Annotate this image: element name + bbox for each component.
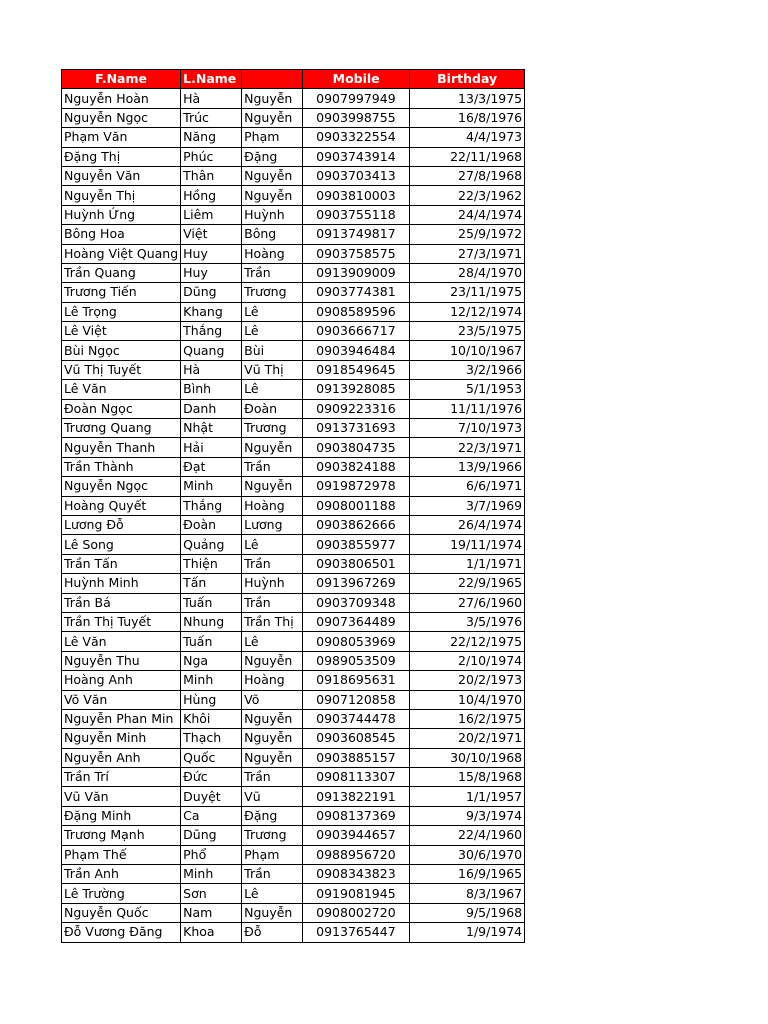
birthday-cell[interactable]: 22/11/1968 [410,147,525,166]
fname-cell[interactable]: Trần Thành [62,457,181,476]
lname-cell[interactable]: Khôi [181,709,242,728]
fname-cell[interactable]: Lê Việt [62,322,181,341]
fname-cell[interactable]: Nguyễn Hoàn [62,89,181,108]
mobile-cell[interactable]: 0918549645 [303,360,410,379]
birthday-cell[interactable]: 9/3/1974 [410,806,525,825]
fname-cell[interactable]: Vũ Thị Tuyết [62,360,181,379]
birthday-cell[interactable]: 12/12/1974 [410,302,525,321]
surname-cell[interactable]: Bùi [242,341,303,360]
fname-cell[interactable]: Đặng Thị [62,147,181,166]
lname-cell[interactable]: Nhật [181,419,242,438]
surname-cell[interactable]: Trương [242,419,303,438]
table-row [62,748,525,767]
surname-cell[interactable]: Lê [242,884,303,903]
birthday-cell[interactable]: 25/9/1972 [410,225,525,244]
table-row [62,360,525,379]
birthday-cell[interactable]: 19/11/1974 [410,535,525,554]
surname-cell[interactable]: Nguyễn [242,108,303,127]
birthday-cell[interactable]: 8/3/1967 [410,884,525,903]
birthday-cell[interactable]: 10/4/1970 [410,690,525,709]
header-row [62,70,525,89]
lname-cell[interactable]: Quang [181,341,242,360]
table-row [62,593,525,612]
surname-cell[interactable]: Lê [242,632,303,651]
lname-cell[interactable]: Quốc [181,748,242,767]
mobile-cell[interactable]: 0903322554 [303,128,410,147]
birthday-cell[interactable]: 27/6/1960 [410,593,525,612]
mobile-cell[interactable]: 0908002720 [303,903,410,922]
lname-cell[interactable]: Tấn [181,574,242,593]
lname-cell[interactable]: Minh [181,477,242,496]
birthday-cell[interactable]: 2/10/1974 [410,651,525,670]
lname-cell[interactable]: Hải [181,438,242,457]
surname-cell[interactable]: Nguyễn [242,89,303,108]
mobile-cell[interactable]: 0903709348 [303,593,410,612]
lname-cell[interactable]: Sơn [181,884,242,903]
surname-cell[interactable]: Nguyễn [242,903,303,922]
surname-cell[interactable]: Lê [242,322,303,341]
lname-cell[interactable]: Trúc [181,108,242,127]
mobile-cell[interactable]: 0903946484 [303,341,410,360]
mobile-cell[interactable]: 0903608545 [303,729,410,748]
fname-cell[interactable]: Lê Song [62,535,181,554]
birthday-cell[interactable]: 5/1/1953 [410,380,525,399]
birthday-cell[interactable]: 27/8/1968 [410,166,525,185]
surname-cell[interactable]: Trần Thị [242,612,303,631]
mobile-cell[interactable]: 0913928085 [303,380,410,399]
fname-cell[interactable]: Trần Tấn [62,554,181,573]
birthday-cell[interactable]: 1/1/1957 [410,787,525,806]
surname-cell[interactable]: Nguyễn [242,748,303,767]
mobile-cell[interactable]: 0903806501 [303,554,410,573]
mobile-cell[interactable]: 0903758575 [303,244,410,263]
mobile-cell[interactable]: 0903755118 [303,205,410,224]
lname-cell[interactable]: Liêm [181,205,242,224]
fname-cell[interactable]: Hoàng Việt Quang [62,244,181,263]
lname-cell[interactable]: Thiện [181,554,242,573]
birthday-cell[interactable]: 28/4/1970 [410,263,525,282]
lname-cell[interactable]: Khoa [181,923,242,942]
table-row [62,419,525,438]
birthday-cell[interactable]: 3/5/1976 [410,612,525,631]
mobile-cell[interactable]: 0908343823 [303,865,410,884]
lname-cell[interactable]: Huy [181,244,242,263]
birthday-cell[interactable]: 16/8/1976 [410,108,525,127]
surname-cell[interactable]: Nguyễn [242,186,303,205]
fname-cell[interactable]: Trần Thị Tuyết [62,612,181,631]
mobile-cell[interactable]: 0903744478 [303,709,410,728]
table-row [62,302,525,321]
lname-cell[interactable]: Tuấn [181,632,242,651]
table-row [62,574,525,593]
birthday-cell[interactable]: 16/9/1965 [410,865,525,884]
lname-cell[interactable]: Hà [181,89,242,108]
fname-cell[interactable]: Nguyễn Minh [62,729,181,748]
surname-cell[interactable]: Nguyễn [242,166,303,185]
lname-cell[interactable]: Hồng [181,186,242,205]
fname-cell[interactable]: Đoàn Ngọc [62,399,181,418]
fname-cell[interactable]: Nguyễn Phan Min [62,709,181,728]
birthday-cell[interactable]: 13/3/1975 [410,89,525,108]
birthday-cell[interactable]: 23/11/1975 [410,283,525,302]
surname-cell[interactable]: Đặng [242,147,303,166]
lname-cell[interactable]: Phổ [181,845,242,864]
mobile-cell[interactable]: 0908053969 [303,632,410,651]
table-row [62,729,525,748]
mobile-cell[interactable]: 0908137369 [303,806,410,825]
birthday-cell[interactable]: 30/6/1970 [410,845,525,864]
fname-cell[interactable]: Lê Văn [62,632,181,651]
surname-cell[interactable]: Đoàn [242,399,303,418]
surname-cell[interactable]: Hoàng [242,244,303,263]
surname-cell[interactable]: Nguyễn [242,651,303,670]
mobile-cell[interactable]: 0907120858 [303,690,410,709]
table-row [62,128,525,147]
birthday-cell[interactable]: 20/2/1971 [410,729,525,748]
mobile-cell[interactable]: 0903824188 [303,457,410,476]
table-row [62,438,525,457]
table-row [62,884,525,903]
lname-cell[interactable]: Duyệt [181,787,242,806]
lname-cell[interactable]: Thắng [181,322,242,341]
fname-cell[interactable]: Nguyễn Văn [62,166,181,185]
surname-cell[interactable]: Nguyễn [242,729,303,748]
lname-cell[interactable]: Thắng [181,496,242,515]
mobile-cell[interactable]: 0908113307 [303,768,410,787]
surname-cell[interactable]: Trần [242,457,303,476]
surname-cell[interactable]: Trương [242,826,303,845]
birthday-cell[interactable]: 30/10/1968 [410,748,525,767]
birthday-cell[interactable]: 23/5/1975 [410,322,525,341]
lname-cell[interactable]: Thạch [181,729,242,748]
fname-cell[interactable]: Nguyễn Thanh [62,438,181,457]
table-row [62,225,525,244]
lname-cell[interactable]: Việt [181,225,242,244]
table-row [62,768,525,787]
birthday-cell[interactable]: 26/4/1974 [410,515,525,534]
birthday-cell[interactable]: 22/12/1975 [410,632,525,651]
surname-cell[interactable]: Lê [242,380,303,399]
table-row [62,709,525,728]
mobile-cell[interactable]: 0909223316 [303,399,410,418]
mobile-cell[interactable]: 0918695631 [303,671,410,690]
table-row [62,322,525,341]
table-body [62,89,525,942]
fname-cell[interactable]: Nguyễn Quốc [62,903,181,922]
table-row [62,554,525,573]
birthday-cell[interactable]: 11/11/1976 [410,399,525,418]
table-row [62,186,525,205]
fname-cell[interactable]: Lương Đỗ [62,515,181,534]
spreadsheet [61,69,525,943]
lname-cell[interactable]: Dũng [181,826,242,845]
fname-cell[interactable]: Phạm Văn [62,128,181,147]
table-row [62,651,525,670]
table-row [62,496,525,515]
fname-cell[interactable]: Nguyễn Ngọc [62,477,181,496]
mobile-cell[interactable]: 0907997949 [303,89,410,108]
lname-cell[interactable]: Đoàn [181,515,242,534]
fname-cell[interactable]: Huỳnh Minh [62,574,181,593]
table-row [62,205,525,224]
lname-cell[interactable]: Minh [181,865,242,884]
table-row [62,244,525,263]
mobile-cell[interactable]: 0913765447 [303,923,410,942]
mobile-cell[interactable]: 0913731693 [303,419,410,438]
lname-cell[interactable]: Thân [181,166,242,185]
header-mobile[interactable]: Mobile [303,70,410,89]
table-row [62,89,525,108]
mobile-cell[interactable]: 0989053509 [303,651,410,670]
mobile-cell[interactable]: 0919872978 [303,477,410,496]
surname-cell[interactable]: Huỳnh [242,205,303,224]
header-birthday[interactable]: Birthday [410,70,525,89]
fname-cell[interactable]: Võ Văn [62,690,181,709]
surname-cell[interactable]: Trần [242,593,303,612]
lname-cell[interactable]: Danh [181,399,242,418]
fname-cell[interactable]: Lê Văn [62,380,181,399]
lname-cell[interactable]: Đức [181,768,242,787]
birthday-cell[interactable]: 22/3/1962 [410,186,525,205]
surname-cell[interactable]: Lê [242,302,303,321]
mobile-cell[interactable]: 0913749817 [303,225,410,244]
table-row [62,399,525,418]
lname-cell[interactable]: Hùng [181,690,242,709]
lname-cell[interactable]: Hà [181,360,242,379]
table-row [62,612,525,631]
surname-cell[interactable]: Trần [242,768,303,787]
birthday-cell[interactable]: 22/3/1971 [410,438,525,457]
fname-cell[interactable]: Vũ Văn [62,787,181,806]
mobile-cell[interactable]: 0907364489 [303,612,410,631]
table-row [62,380,525,399]
fname-cell[interactable]: Nguyễn Thu [62,651,181,670]
table-row [62,108,525,127]
surname-cell[interactable]: Đặng [242,806,303,825]
fname-cell[interactable]: Đặng Minh [62,806,181,825]
mobile-cell[interactable]: 0908001188 [303,496,410,515]
surname-cell[interactable]: Nguyễn [242,438,303,457]
surname-cell[interactable]: Hoàng [242,496,303,515]
table-row [62,787,525,806]
mobile-cell[interactable]: 0903804735 [303,438,410,457]
table-row [62,690,525,709]
surname-cell[interactable]: Nguyễn [242,709,303,728]
surname-cell[interactable]: Trần [242,263,303,282]
table-row [62,263,525,282]
surname-cell[interactable]: Huỳnh [242,574,303,593]
contacts-table [61,69,525,943]
lname-cell[interactable]: Huy [181,263,242,282]
mobile-cell[interactable]: 0903885157 [303,748,410,767]
surname-cell[interactable]: Trần [242,865,303,884]
fname-cell[interactable]: Nguyễn Thị [62,186,181,205]
surname-cell[interactable]: Lê [242,535,303,554]
lname-cell[interactable]: Minh [181,671,242,690]
table-row [62,515,525,534]
mobile-cell[interactable]: 0903862666 [303,515,410,534]
table-row [62,147,525,166]
surname-cell[interactable]: Phạm [242,845,303,864]
table-row [62,341,525,360]
lname-cell[interactable]: Quảng [181,535,242,554]
surname-cell[interactable]: Bông [242,225,303,244]
birthday-cell[interactable]: 22/9/1965 [410,574,525,593]
surname-cell[interactable]: Võ [242,690,303,709]
fname-cell[interactable]: Lê Trọng [62,302,181,321]
fname-cell[interactable]: Phạm Thế [62,845,181,864]
header-fname[interactable]: F.Name [62,70,181,89]
mobile-cell[interactable]: 0908589596 [303,302,410,321]
fname-cell[interactable]: Trần Trí [62,768,181,787]
birthday-cell[interactable]: 1/1/1971 [410,554,525,573]
table-row [62,826,525,845]
fname-cell[interactable]: Bông Hoa [62,225,181,244]
mobile-cell[interactable]: 0903944657 [303,826,410,845]
table-row [62,632,525,651]
fname-cell[interactable]: Trương Mạnh [62,826,181,845]
surname-cell[interactable]: Phạm [242,128,303,147]
fname-cell[interactable]: Trương Quang [62,419,181,438]
mobile-cell[interactable]: 0903743914 [303,147,410,166]
mobile-cell[interactable]: 0988956720 [303,845,410,864]
fname-cell[interactable]: Hoàng Quyết [62,496,181,515]
table-row [62,903,525,922]
table-row [62,166,525,185]
birthday-cell[interactable]: 3/7/1969 [410,496,525,515]
birthday-cell[interactable]: 20/2/1973 [410,671,525,690]
table-row [62,477,525,496]
mobile-cell[interactable]: 0913967269 [303,574,410,593]
fname-cell[interactable]: Hoàng Anh [62,671,181,690]
lname-cell[interactable]: Nam [181,903,242,922]
fname-cell[interactable]: Trần Anh [62,865,181,884]
lname-cell[interactable]: Nhung [181,612,242,631]
surname-cell[interactable]: Hoàng [242,671,303,690]
fname-cell[interactable]: Nguyễn Ngọc [62,108,181,127]
mobile-cell[interactable]: 0903703413 [303,166,410,185]
surname-cell[interactable]: Vũ Thị [242,360,303,379]
surname-cell[interactable]: Đỗ [242,923,303,942]
lname-cell[interactable]: Dũng [181,283,242,302]
birthday-cell[interactable]: 15/8/1968 [410,768,525,787]
fname-cell[interactable]: Trương Tiến [62,283,181,302]
fname-cell[interactable]: Bùi Ngọc [62,341,181,360]
lname-cell[interactable]: Tuấn [181,593,242,612]
fname-cell[interactable]: Trần Quang [62,263,181,282]
lname-cell[interactable]: Bình [181,380,242,399]
lname-cell[interactable]: Phúc [181,147,242,166]
mobile-cell[interactable]: 0903666717 [303,322,410,341]
mobile-cell[interactable]: 0903855977 [303,535,410,554]
birthday-cell[interactable]: 22/4/1960 [410,826,525,845]
fname-cell[interactable]: Huỳnh Ứng [62,205,181,224]
surname-cell[interactable]: Lương [242,515,303,534]
birthday-cell[interactable]: 16/2/1975 [410,709,525,728]
table-row [62,535,525,554]
birthday-cell[interactable]: 10/10/1967 [410,341,525,360]
birthday-cell[interactable]: 4/4/1973 [410,128,525,147]
header-lname[interactable]: L.Name [181,70,242,89]
fname-cell[interactable]: Lê Trường [62,884,181,903]
lname-cell[interactable]: Nga [181,651,242,670]
lname-cell[interactable]: Khang [181,302,242,321]
mobile-cell[interactable]: 0919081945 [303,884,410,903]
table-row [62,923,525,942]
lname-cell[interactable]: Năng [181,128,242,147]
birthday-cell[interactable]: 6/6/1971 [410,477,525,496]
header-blank[interactable] [242,70,303,89]
birthday-cell[interactable]: 3/2/1966 [410,360,525,379]
surname-cell[interactable]: Trần [242,554,303,573]
mobile-cell[interactable]: 0913909009 [303,263,410,282]
mobile-cell[interactable]: 0903998755 [303,108,410,127]
lname-cell[interactable]: Ca [181,806,242,825]
birthday-cell[interactable]: 7/10/1973 [410,419,525,438]
fname-cell[interactable]: Trần Bá [62,593,181,612]
surname-cell[interactable]: Vũ [242,787,303,806]
table-row [62,457,525,476]
surname-cell[interactable]: Nguyễn [242,477,303,496]
table-row [62,671,525,690]
birthday-cell[interactable]: 1/9/1974 [410,923,525,942]
birthday-cell[interactable]: 24/4/1974 [410,205,525,224]
fname-cell[interactable]: Nguyễn Anh [62,748,181,767]
mobile-cell[interactable]: 0913822191 [303,787,410,806]
table-row [62,845,525,864]
birthday-cell[interactable]: 27/3/1971 [410,244,525,263]
fname-cell[interactable]: Đỗ Vương Đăng [62,923,181,942]
birthday-cell[interactable]: 13/9/1966 [410,457,525,476]
table-row [62,283,525,302]
table-row [62,865,525,884]
birthday-cell[interactable]: 9/5/1968 [410,903,525,922]
mobile-cell[interactable]: 0903774381 [303,283,410,302]
table-row [62,806,525,825]
mobile-cell[interactable]: 0903810003 [303,186,410,205]
lname-cell[interactable]: Đạt [181,457,242,476]
surname-cell[interactable]: Trương [242,283,303,302]
